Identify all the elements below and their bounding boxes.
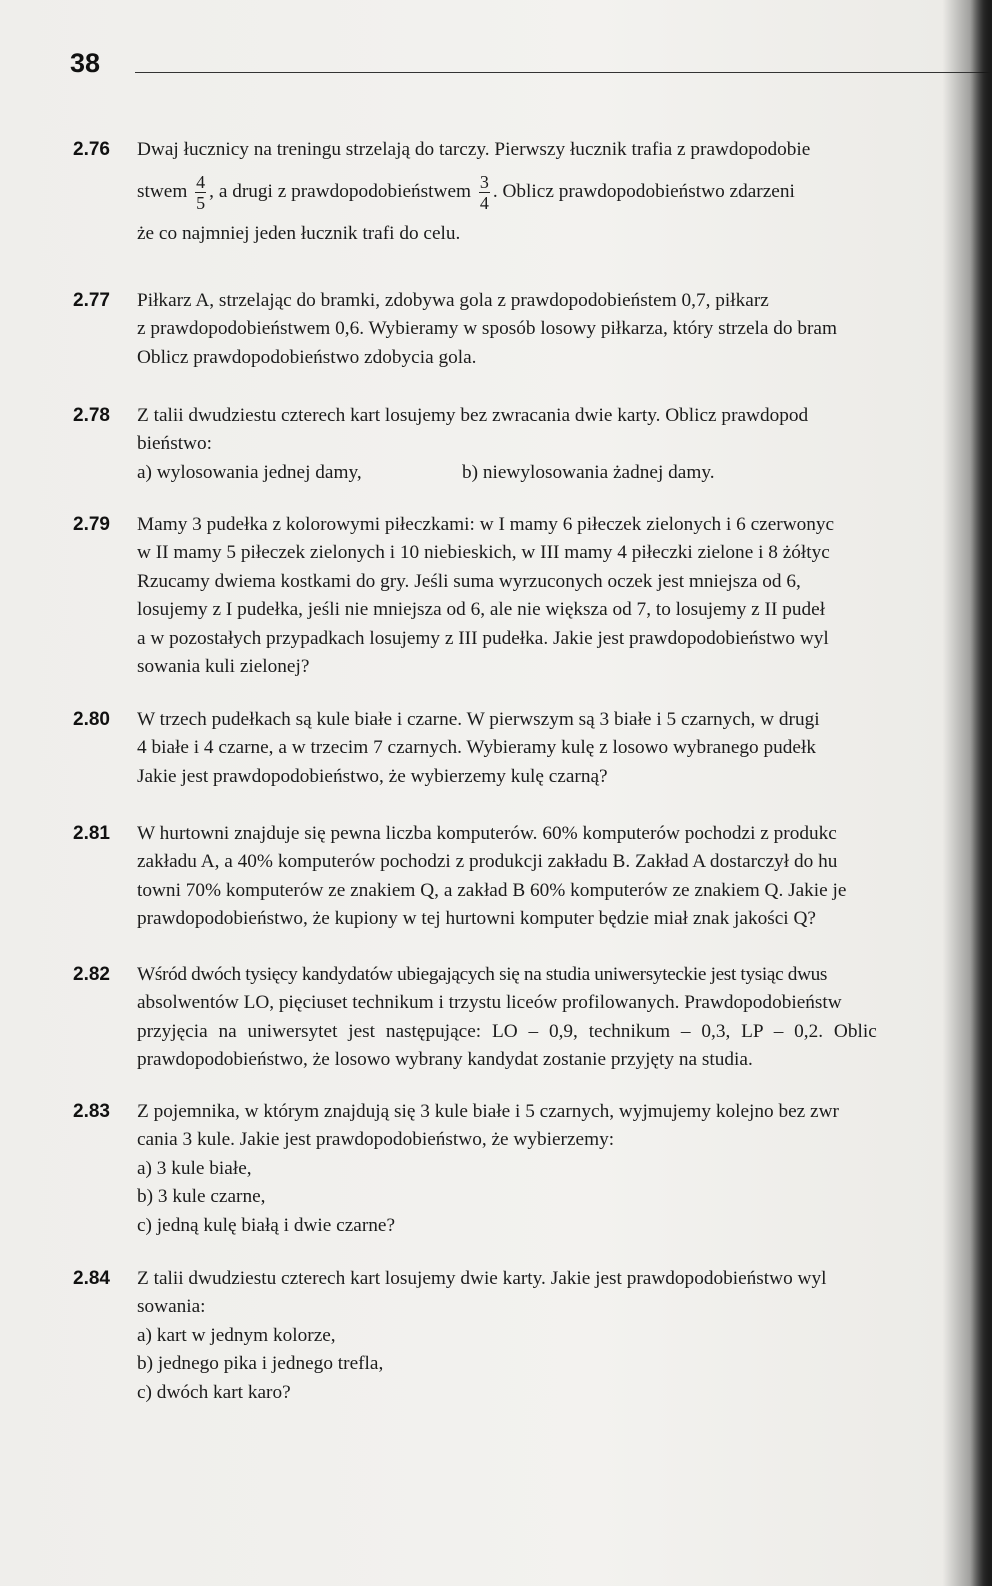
problem-text [137, 820, 992, 934]
problem-line: Jakie jest prawdopodobieństwo, że wybierzemy kulę czarną? [137, 765, 608, 787]
problem-text [137, 511, 992, 681]
problem-line: Mamy 3 pudełka z kolorowymi piłeczkami: w I mamy 6 piłeczek zielonych i 6 czerwonyc [137, 514, 835, 535]
problem-line: W trzech pudełkach są kule białe i czarne. W pierwszym są 3 białe i 5 czarnych, w drugi [137, 709, 820, 730]
problem-line: towni 70% komputerów ze znakiem Q, a zakład B 60% komputerów ze znakiem Q. Jakie je [137, 879, 847, 901]
fraction-numerator: 3 [479, 172, 489, 193]
problem-line: w II mamy 5 piłeczek zielonych i 10 niebieskich, w III mamy 4 piłeczki zielone i 8 żółtyc [137, 542, 830, 564]
problem-number: 2.83 [73, 1101, 110, 1122]
problem-line: bieństwo: [137, 433, 212, 455]
option-b: b) niewylosowania żadnej damy. [462, 461, 715, 483]
option-b: b) 3 kule czarne, [137, 1186, 266, 1208]
problem-line: Z talii dwudziestu czterech kart losujemy dwie karty. Jakie jest prawdopodobieństwo wyl [137, 1268, 827, 1289]
problem-text [137, 1098, 992, 1240]
problem-line: zakładu A, a 40% komputerów pochodzi z produkcji zakładu B. Zakład A dostarczył do hu [137, 851, 838, 873]
problem-text [137, 706, 992, 791]
problem-number: 2.76 [73, 139, 110, 160]
problem-line: prawdopodobieństwo, że losowo wybrany kandydat zostanie przyjęty na studia. [137, 1049, 753, 1071]
problem-number: 2.82 [73, 964, 110, 985]
problem-number: 2.79 [73, 514, 110, 535]
problem-line: sowania: [137, 1296, 206, 1318]
header-rule [135, 72, 992, 73]
problem-line: Piłkarz A, strzelając do bramki, zdobywa gola z prawdopodobieństem 0,7, piłkarz [137, 290, 769, 311]
fraction [195, 172, 206, 213]
problem-number: 2.78 [73, 405, 110, 426]
problem-line: W hurtowni znajduje się pewna liczba komputerów. 60% komputerów pochodzi z produkc [137, 823, 837, 844]
problem-line: cania 3 kule. Jakie jest prawdopodobieństwo, że wybierzemy: [137, 1129, 615, 1151]
text-fragment: stwem [137, 181, 188, 203]
problem-number: 2.77 [73, 290, 110, 311]
option-c: c) jedną kulę białą i dwie czarne? [137, 1214, 396, 1236]
option-a: a) kart w jednym kolorze, [137, 1324, 336, 1346]
problem-number: 2.80 [73, 709, 110, 730]
problem-number: 2.84 [73, 1268, 110, 1289]
option-a: a) wylosowania jednej damy, [137, 461, 362, 483]
text-fragment: . Oblicz prawdopodobieństwo zdarzeni [492, 181, 795, 203]
page-number: 38 [70, 48, 101, 78]
problem-line: Wśród dwóch tysięcy kandydatów ubiegających się na studia uniwersyteckie jest tysiąc dwus [137, 964, 828, 985]
problem-text [137, 961, 992, 1075]
page-edge-shadow [970, 0, 992, 1586]
fraction-denominator: 4 [479, 193, 489, 214]
option-row [137, 459, 992, 487]
problem-number: 2.81 [73, 823, 110, 844]
problem-line: absolwentów LO, pięciuset technikum i trzystu liceów profilowanych. Prawdopodobieństw [137, 992, 842, 1014]
text-fragment: , a drugi z prawdopodobieństwem [209, 181, 472, 203]
problem-text [137, 287, 992, 372]
problem-line: prawdopodobieństwo, że kupiony w tej hurtowni komputer będzie miał znak jakości Q? [137, 908, 816, 930]
fraction-numerator: 4 [196, 172, 206, 193]
option-a: a) 3 kule białe, [137, 1157, 252, 1179]
problem-line: Rzucamy dwiema kostkami do gry. Jeśli suma wyrzuconych oczek jest mniejsza od 6, [137, 570, 801, 592]
problem-line: Z pojemnika, w którym znajdują się 3 kule białe i 5 czarnych, wyjmujemy kolejno bez zwr [137, 1101, 839, 1122]
option-c: c) dwóch kart karo? [137, 1381, 291, 1403]
problem-text [137, 136, 992, 249]
problem-line: że co najmniej jeden łucznik trafi do celu. [137, 223, 461, 245]
problem-line: z prawdopodobieństwem 0,6. Wybieramy w sposób losowy piłkarza, który strzela do bram [137, 318, 837, 340]
option-b: b) jednego pika i jednego trefla, [137, 1353, 384, 1375]
problem-line: 4 białe i 4 czarne, a w trzecim 7 czarnych. Wybieramy kulę z losowo wybranego pudełk [137, 737, 816, 759]
problem-line: losujemy z I pudełka, jeśli nie mniejsza od 6, ale nie większa od 7, to losujemy z II pudeł [137, 599, 826, 621]
problem-line: Dwaj łucznicy na treningu strzelają do tarczy. Pierwszy łucznik trafia z prawdopodobie [137, 139, 811, 160]
problem-line-fractions [137, 164, 992, 220]
problem-line: a w pozostałych przypadkach losujemy z III pudełka. Jakie jest prawdopodobieństwo wyl [137, 627, 829, 649]
problem-text [137, 1265, 992, 1407]
problem-line: Oblicz prawdopodobieństwo zdobycia gola. [137, 346, 477, 368]
problem-line: Z talii dwudziestu czterech kart losujemy bez zwracania dwie karty. Oblicz prawdopod [137, 405, 809, 426]
problem-line: sowania kuli zielonej? [137, 655, 310, 677]
fraction-denominator: 5 [196, 193, 206, 214]
problem-text [137, 402, 992, 487]
problem-line: przyjęcia na uniwersytet jest następujące: LO – 0,9, technikum – 0,3, LP – 0,2. Oblic [137, 1020, 877, 1042]
fraction [479, 172, 490, 213]
